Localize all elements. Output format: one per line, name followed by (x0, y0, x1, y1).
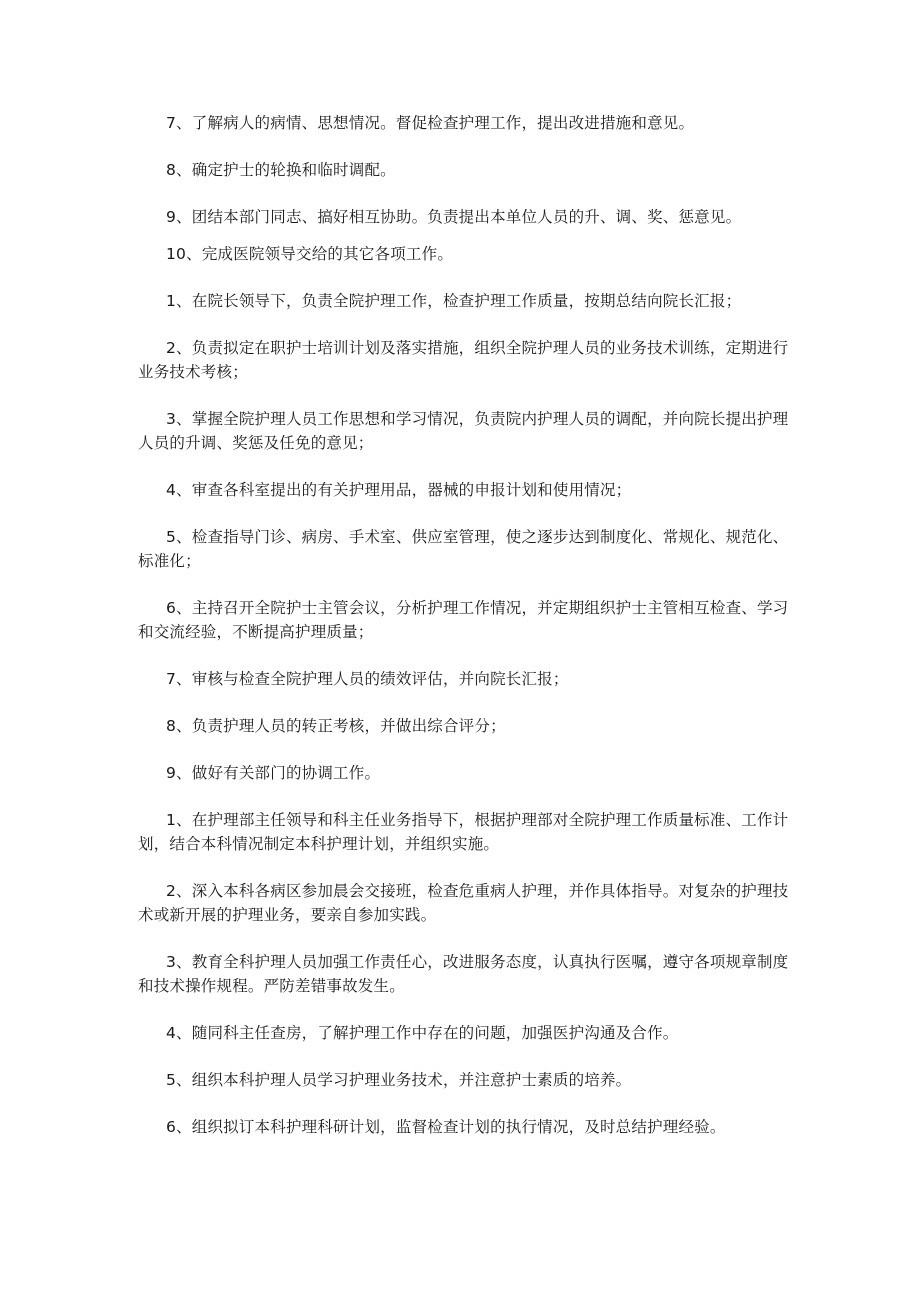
paragraph: 6、主持召开全院护士主管会议，分析护理工作情况，并定期组织护士主管相互检查、学习和交流经验，不断提高护理质量； (138, 599, 789, 641)
paragraph: 4、审查各科室提出的有关护理用品，器械的申报计划和使用情况； (166, 481, 632, 499)
paragraph: 7、了解病人的病情、思想情况。督促检查护理工作，提出改进措施和意见。 (166, 114, 695, 132)
paragraph: 2、负责拟定在职护士培训计划及落实措施，组织全院护理人员的业务技术训练，定期进行业务技术考核； (138, 339, 789, 381)
paragraph: 9、做好有关部门的协调工作。 (166, 764, 381, 782)
paragraph: 6、组织拟订本科护理科研计划，监督检查计划的执行情况，及时总结护理经验。 (166, 1118, 726, 1136)
paragraph: 7、审核与检查全院护理人员的绩效评估，并向院长汇报； (166, 670, 569, 688)
paragraph: 5、检查指导门诊、病房、手术室、供应室管理，使之逐步达到制度化、常规化、规范化、标准化； (138, 528, 789, 570)
paragraph: 2、深入本科各病区参加晨会交接班，检查危重病人护理，并作具体指导。对复杂的护理技术或新开展的护理业务，要亲自参加实践。 (138, 882, 789, 924)
paragraph: 8、负责护理人员的转正考核，并做出综合评分； (166, 717, 506, 735)
paragraph: 1、在护理部主任领导和科主任业务指导下，根据护理部对全院护理工作质量标准、工作计划，结合本科情况制定本科护理计划，并组织实施。 (138, 811, 789, 853)
paragraph: 8、确定护士的轮换和临时调配。 (166, 161, 396, 179)
paragraph: 10、完成医院领导交给的其它各项工作。 (166, 245, 454, 263)
paragraph: 1、在院长领导下，负责全院护理工作，检查护理工作质量，按期总结向院长汇报； (166, 292, 742, 310)
document-page (138, 111, 798, 1162)
paragraph: 4、随同科主任查房，了解护理工作中存在的问题，加强医护沟通及合作。 (166, 1024, 679, 1042)
paragraph: 3、教育全科护理人员加强工作责任心，改进服务态度，认真执行医嘱，遵守各项规章制度和技术操作规程。严防差错事故发生。 (138, 953, 789, 995)
paragraph: 3、掌握全院护理人员工作思想和学习情况，负责院内护理人员的调配，并向院长提出护理人员的升调、奖惩及任免的意见； (138, 410, 789, 452)
paragraph: 9、团结本部门同志、搞好相互协助。负责提出本单位人员的升、调、奖、惩意见。 (166, 208, 742, 226)
paragraph: 5、组织本科护理人员学习护理业务技术，并注意护士素质的培养。 (166, 1071, 632, 1089)
